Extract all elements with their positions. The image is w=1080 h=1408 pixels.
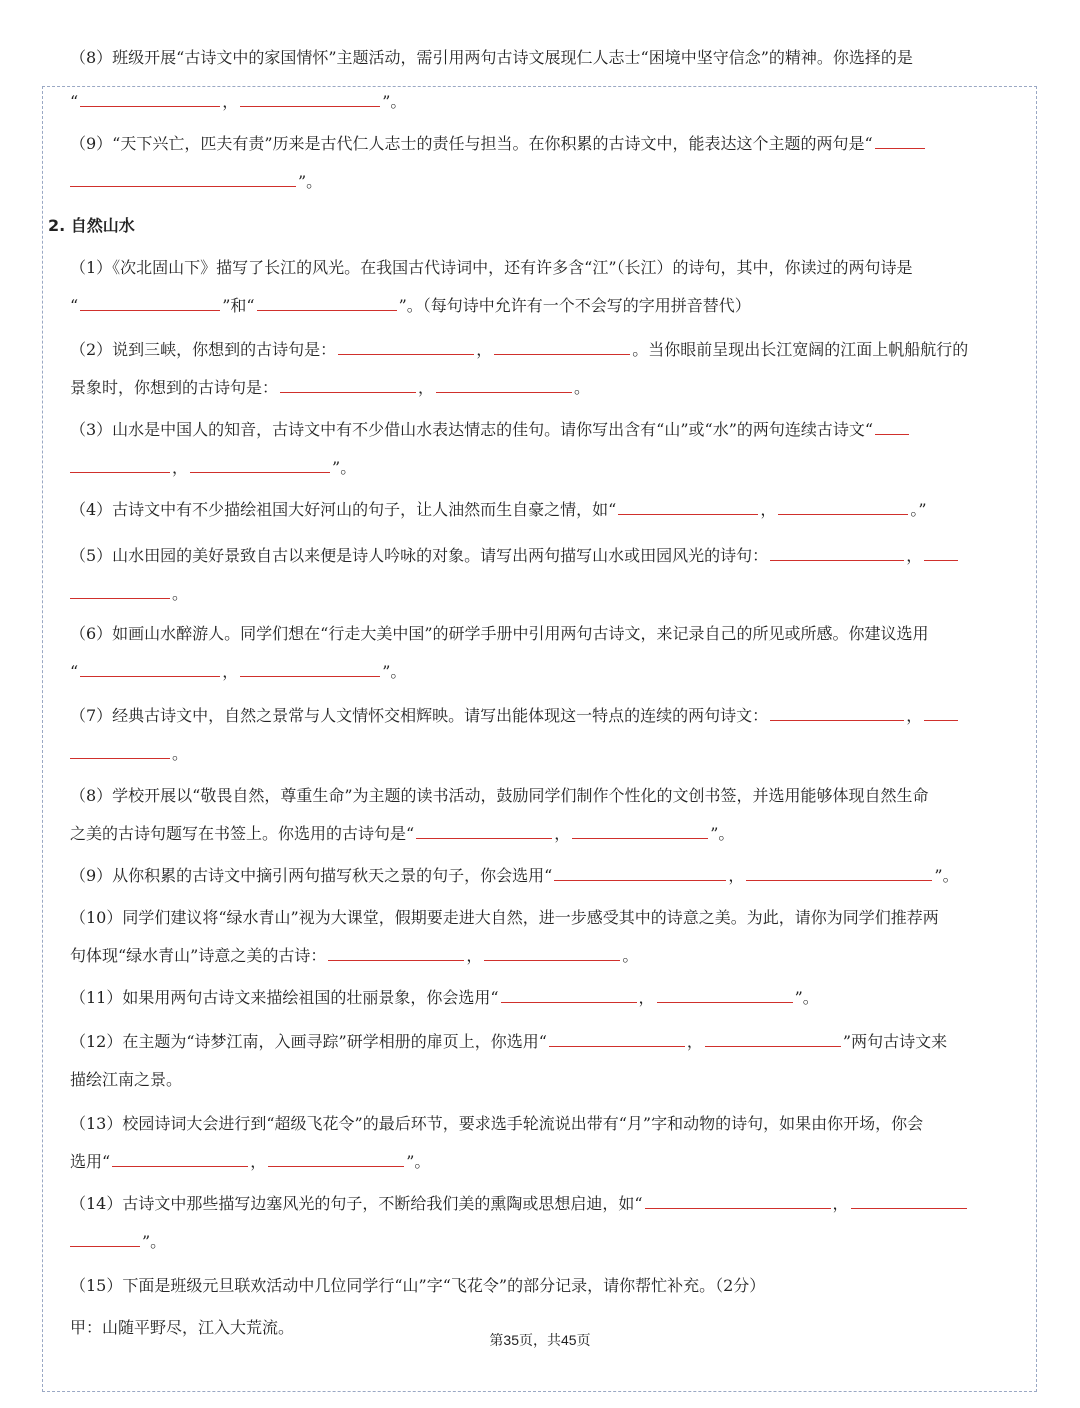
answer-blank[interactable] bbox=[436, 376, 572, 393]
answer-blank[interactable] bbox=[618, 498, 758, 515]
answer-blank[interactable] bbox=[554, 864, 726, 881]
answer-blank[interactable] bbox=[657, 986, 793, 1003]
answer-blank[interactable] bbox=[501, 986, 637, 1003]
s15-text: （15）下面是班级元旦联欢活动中几位同学行“山”字“飞花令”的部分记录，请你帮忙补充。（2分） bbox=[70, 1276, 766, 1295]
page-number: 第35页，共45页 bbox=[489, 1332, 591, 1348]
answer-blank[interactable] bbox=[70, 1230, 140, 1247]
answer-blank[interactable] bbox=[572, 822, 708, 839]
answer-blank[interactable] bbox=[746, 864, 932, 881]
q8-prev-answer-line: “ ， ”。 bbox=[70, 92, 407, 111]
answer-blank[interactable] bbox=[190, 456, 330, 473]
s7-line1: （7）经典古诗文中，自然之景常与人文情怀交相辉映。请写出能体现这一特点的连续的两句诗文： ， bbox=[70, 704, 1024, 728]
s2-line1: （2）说到三峡，你想到的古诗句是： ， 。当你眼前呈现出长江宽阔的江面上帆船航行的 bbox=[70, 340, 969, 359]
answer-blank[interactable] bbox=[80, 660, 220, 677]
answer-blank[interactable] bbox=[70, 742, 170, 759]
answer-blank[interactable] bbox=[416, 822, 552, 839]
answer-blank[interactable] bbox=[268, 1150, 404, 1167]
answer-blank[interactable] bbox=[924, 704, 958, 721]
s11-line: （11）如果用两句古诗文来描绘祖国的壮丽景象，你会选用“ ， ”。 bbox=[70, 988, 819, 1007]
s15-record: 甲：山随平野尽，江入大荒流。 bbox=[70, 1318, 295, 1337]
answer-blank[interactable] bbox=[240, 90, 380, 107]
s3-answer-line: ， ”。 bbox=[70, 456, 1024, 480]
s4-line: （4）古诗文中有不少描绘祖国大好河山的句子，让人油然而生自豪之情，如“ ， 。” bbox=[70, 500, 927, 519]
answer-blank[interactable] bbox=[338, 338, 474, 355]
answer-blank[interactable] bbox=[924, 544, 958, 561]
answer-blank[interactable] bbox=[80, 90, 220, 107]
answer-blank[interactable] bbox=[875, 132, 925, 149]
s3-text: （3）山水是中国人的知音，古诗文中有不少借山水表达情志的佳句。请你写出含有“山”或“水”的两句连续古诗文“ bbox=[70, 418, 1024, 442]
s14-line2: ”。 bbox=[70, 1230, 1024, 1254]
s5-line2: 。 bbox=[70, 582, 1024, 606]
s14-line1: （14）古诗文中那些描写边塞风光的句子，不断给我们美的熏陶或思想启迪，如“ ， bbox=[70, 1192, 1024, 1216]
s2-line2: 景象时，你想到的古诗句是： ， 。 bbox=[70, 378, 591, 397]
answer-blank[interactable] bbox=[112, 1150, 248, 1167]
answer-blank[interactable] bbox=[240, 660, 380, 677]
answer-blank[interactable] bbox=[257, 294, 397, 311]
answer-blank[interactable] bbox=[778, 498, 908, 515]
answer-blank[interactable] bbox=[770, 544, 904, 561]
answer-blank[interactable] bbox=[851, 1192, 967, 1209]
answer-blank[interactable] bbox=[549, 1030, 685, 1047]
answer-blank[interactable] bbox=[70, 582, 170, 599]
s10-answer-line: 句体现“绿水青山”诗意之美的古诗： ， 。 bbox=[70, 946, 639, 965]
answer-blank[interactable] bbox=[280, 376, 416, 393]
answer-blank[interactable] bbox=[484, 944, 620, 961]
answer-blank[interactable] bbox=[328, 944, 464, 961]
q9-prev-answer-line: ”。 bbox=[70, 170, 1024, 194]
answer-blank[interactable] bbox=[705, 1030, 841, 1047]
s7-line2: 。 bbox=[70, 742, 1024, 766]
q9-prev-text: （9）“天下兴亡，匹夫有责”历来是古代仁人志士的责任与担当。在你积累的古诗文中，能表达这个主题的两句是“ bbox=[70, 132, 1024, 156]
q8-prev-text: （8）班级开展“古诗文中的家国情怀”主题活动，需引用两句古诗文展现仁人志士“困境中坚守信念”的精神。你选择的是 bbox=[70, 48, 913, 67]
s8-answer-line: 之美的古诗句题写在书签上。你选用的古诗句是“ ， ”。 bbox=[70, 824, 735, 843]
s6-text: （6）如画山水醉游人。同学们想在“行走大美中国”的研学手册中引用两句古诗文，来记录自己的所见或所感。你建议选用 bbox=[70, 624, 929, 643]
s12-line1: （12）在主题为“诗梦江南，入画寻踪”研学相册的扉页上，你选用“ ， ”两句古诗文来 bbox=[70, 1032, 948, 1051]
answer-blank[interactable] bbox=[770, 704, 904, 721]
answer-blank[interactable] bbox=[80, 294, 220, 311]
s6-answer-line: “ ， ”。 bbox=[70, 662, 407, 681]
s8-text: （8）学校开展以“敬畏自然，尊重生命”为主题的读书活动，鼓励同学们制作个性化的文创书签，并选用能够体现自然生命 bbox=[70, 786, 929, 805]
s10-text: （10）同学们建议将“绿水青山”视为大课堂，假期要走进大自然，进一步感受其中的诗意之美。为此，请你为同学们推荐两 bbox=[70, 908, 939, 927]
answer-blank[interactable] bbox=[645, 1192, 831, 1209]
s12-line2: 描绘江南之景。 bbox=[70, 1070, 183, 1089]
s1-answer-line: “ ”和“ ”。（每句诗中允许有一个不会写的字用拼音替代） bbox=[70, 296, 751, 315]
s1-text: （1）《次北固山下》描写了长江的风光。在我国古代诗词中，还有许多含“江”（长江）的诗句，其中，你读过的两句诗是 bbox=[70, 258, 913, 277]
answer-blank[interactable] bbox=[70, 456, 170, 473]
s13-answer-line: 选用“ ， ”。 bbox=[70, 1152, 431, 1171]
s9-line: （9）从你积累的古诗文中摘引两句描写秋天之景的句子，你会选用“ ， ”。 bbox=[70, 866, 959, 885]
answer-blank[interactable] bbox=[494, 338, 630, 355]
section-title: 2. 自然山水 bbox=[48, 216, 135, 235]
answer-blank[interactable] bbox=[875, 418, 909, 435]
s5-line1: （5）山水田园的美好景致自古以来便是诗人吟咏的对象。请写出两句描写山水或田园风光的诗句： ， bbox=[70, 544, 1024, 568]
s13-text: （13）校园诗词大会进行到“超级飞花令”的最后环节，要求选手轮流说出带有“月”字和动物的诗句，如果由你开场，你会 bbox=[70, 1114, 924, 1133]
answer-blank[interactable] bbox=[70, 170, 296, 187]
